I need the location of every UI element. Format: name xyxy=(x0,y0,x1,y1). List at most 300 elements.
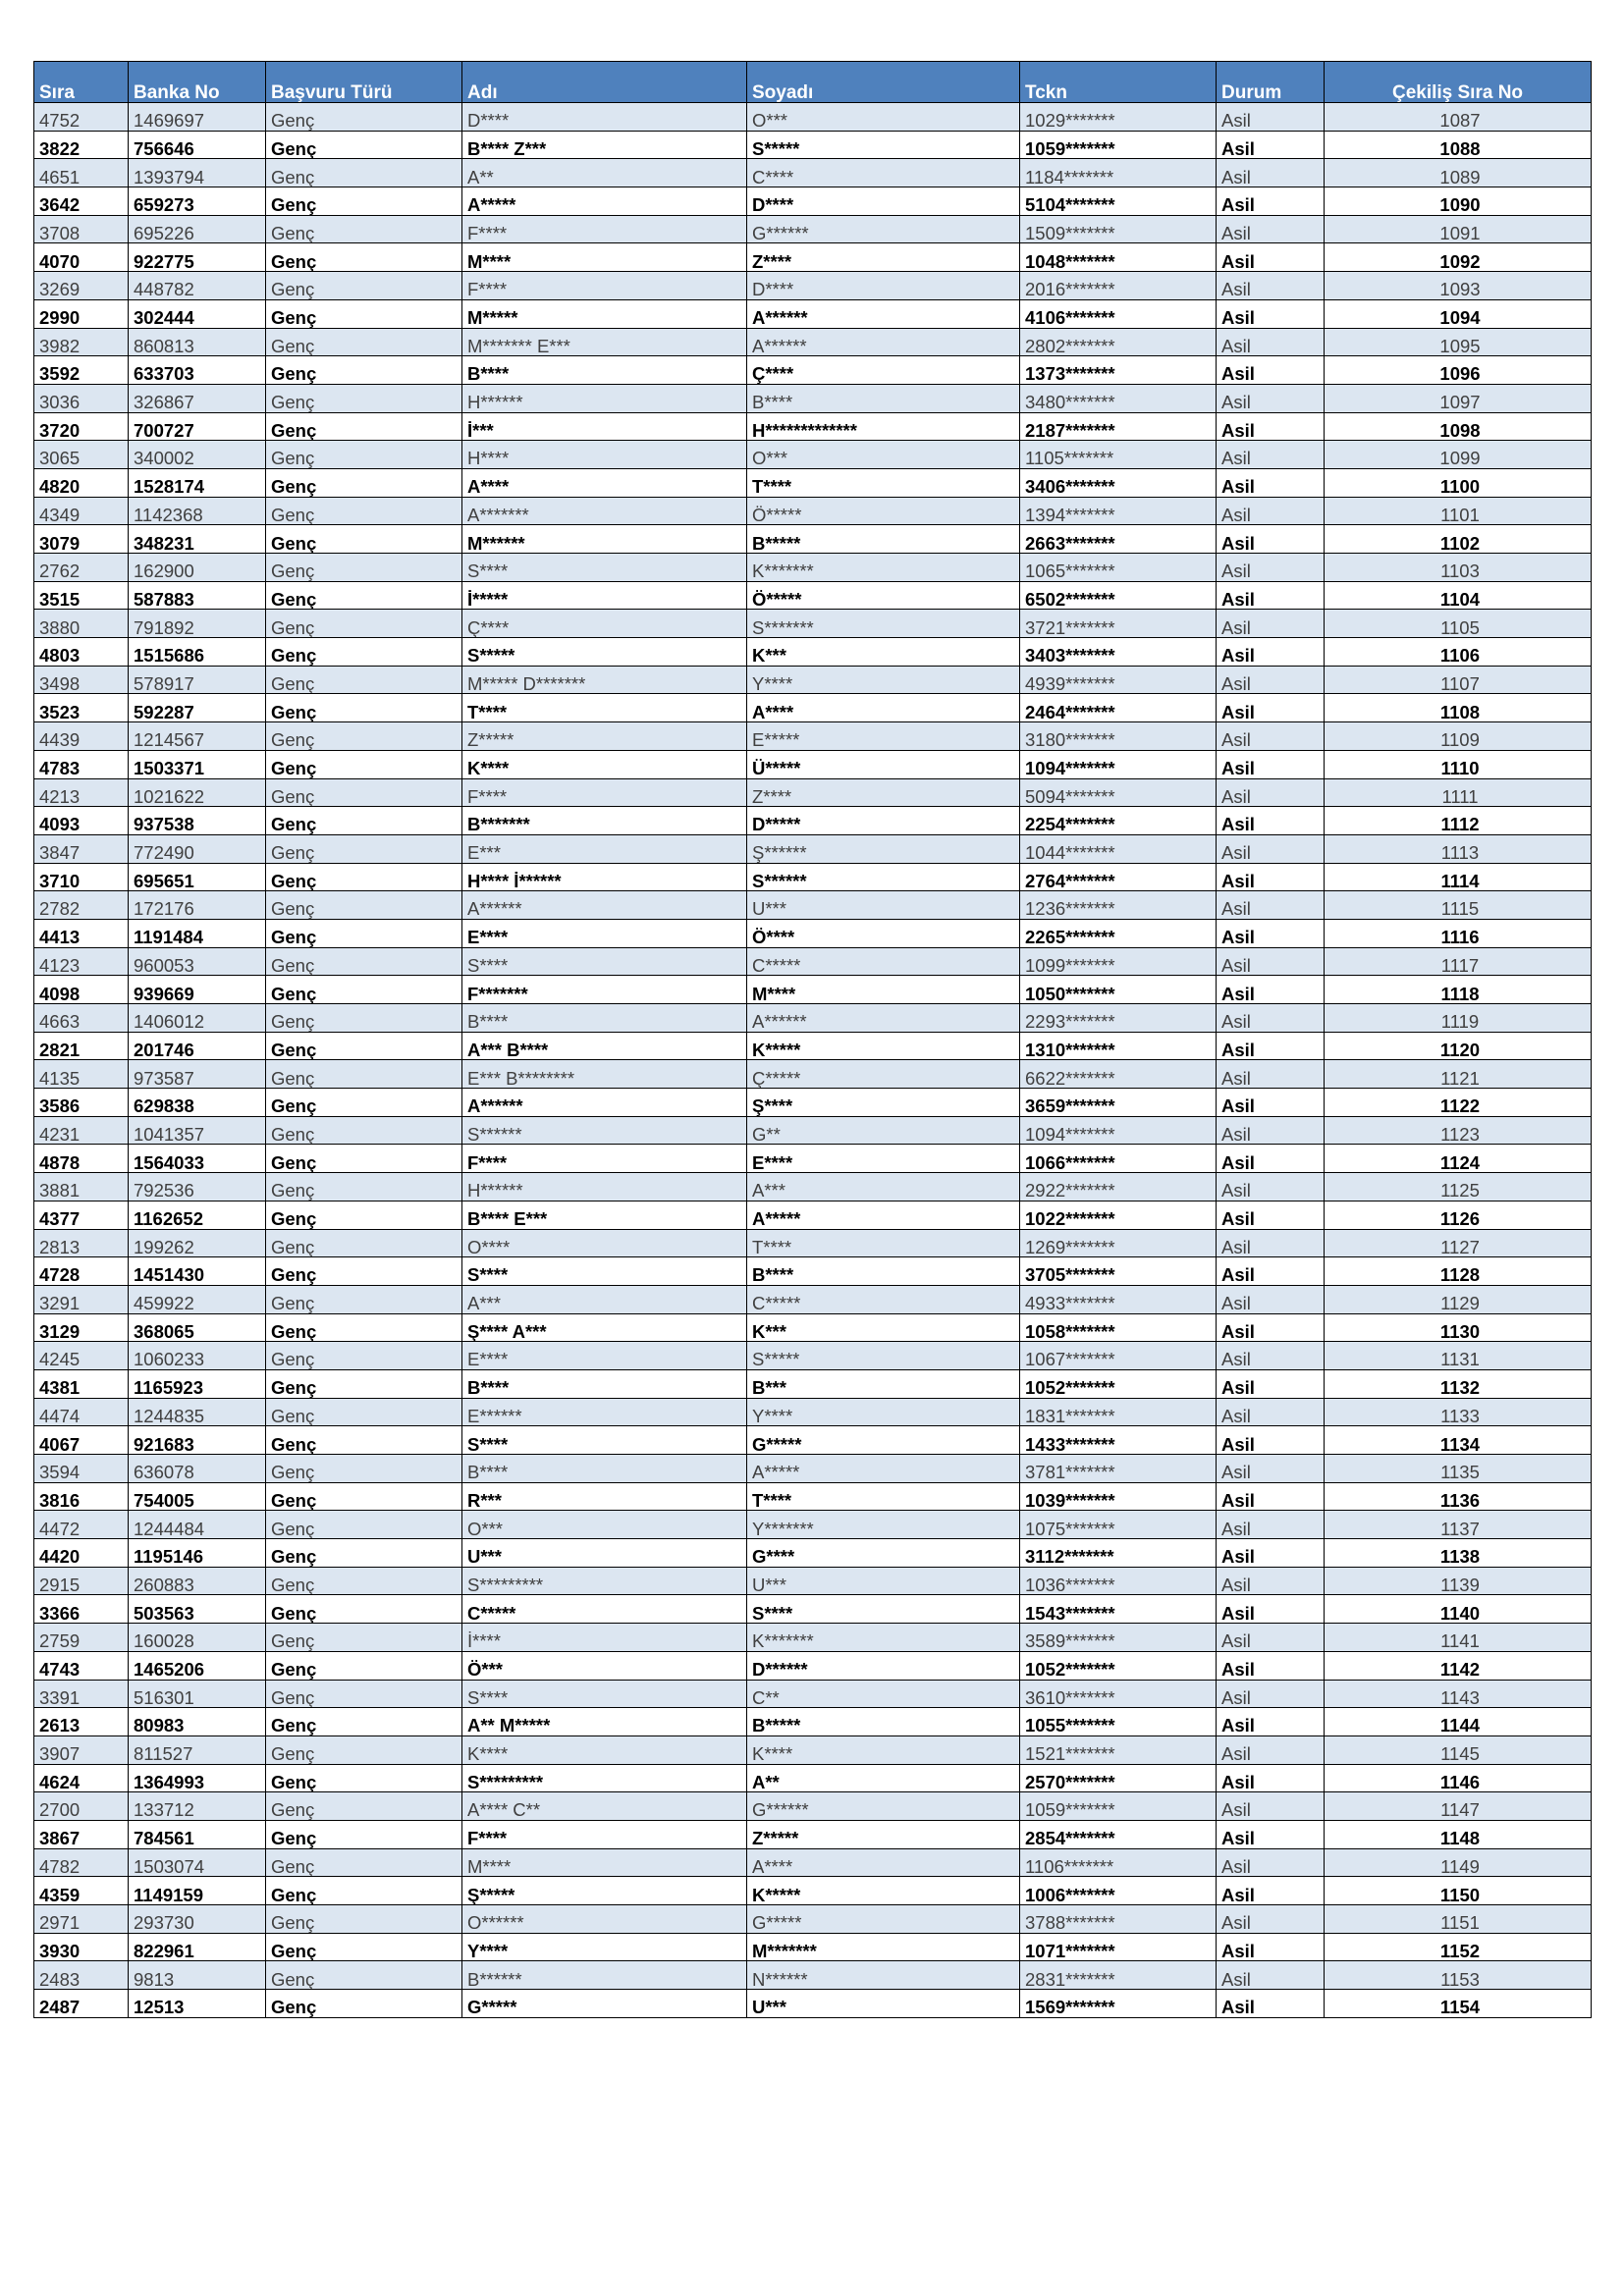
cell-sira[interactable]: 4663 xyxy=(34,1004,129,1033)
cell-durum[interactable]: Asil xyxy=(1217,525,1325,554)
cell-sira[interactable]: 2813 xyxy=(34,1229,129,1257)
cell-cekilis[interactable]: 1137 xyxy=(1325,1511,1592,1539)
cell-cekilis[interactable]: 1127 xyxy=(1325,1229,1592,1257)
cell-cekilis[interactable]: 1125 xyxy=(1325,1173,1592,1201)
cell-tckn[interactable]: 3480******* xyxy=(1020,384,1217,412)
cell-soyadi[interactable]: A****** xyxy=(747,299,1020,328)
table-row[interactable] xyxy=(34,1060,1592,1089)
table-row[interactable] xyxy=(34,243,1592,272)
cell-durum[interactable]: Asil xyxy=(1217,384,1325,412)
cell-sira[interactable]: 4123 xyxy=(34,947,129,976)
cell-soyadi[interactable]: C** xyxy=(747,1680,1020,1708)
cell-basvuru[interactable]: Genç xyxy=(266,1708,462,1736)
cell-soyadi[interactable]: O*** xyxy=(747,103,1020,132)
cell-durum[interactable]: Asil xyxy=(1217,778,1325,807)
cell-basvuru[interactable]: Genç xyxy=(266,750,462,778)
cell-adi[interactable]: M***** D******* xyxy=(462,666,747,694)
table-row[interactable] xyxy=(34,103,1592,132)
cell-banka[interactable]: 922775 xyxy=(129,243,266,272)
cell-sira[interactable]: 3881 xyxy=(34,1173,129,1201)
cell-durum[interactable]: Asil xyxy=(1217,1089,1325,1117)
cell-tckn[interactable]: 1569******* xyxy=(1020,1990,1217,2018)
cell-soyadi[interactable]: U*** xyxy=(747,1990,1020,2018)
cell-banka[interactable]: 1244835 xyxy=(129,1398,266,1426)
cell-basvuru[interactable]: Genç xyxy=(266,1369,462,1398)
table-row[interactable] xyxy=(34,778,1592,807)
table-row[interactable] xyxy=(34,1680,1592,1708)
table-row[interactable] xyxy=(34,1257,1592,1286)
cell-soyadi[interactable]: S****** xyxy=(747,863,1020,891)
cell-soyadi[interactable]: E**** xyxy=(747,1145,1020,1173)
cell-sira[interactable]: 4420 xyxy=(34,1539,129,1568)
cell-adi[interactable]: Ş**** A*** xyxy=(462,1313,747,1342)
cell-cekilis[interactable]: 1103 xyxy=(1325,554,1592,582)
cell-tckn[interactable]: 2187******* xyxy=(1020,412,1217,441)
cell-banka[interactable]: 700727 xyxy=(129,412,266,441)
cell-tckn[interactable]: 1071******* xyxy=(1020,1933,1217,1961)
cell-banka[interactable]: 12513 xyxy=(129,1990,266,2018)
cell-basvuru[interactable]: Genç xyxy=(266,187,462,216)
cell-basvuru[interactable]: Genç xyxy=(266,497,462,525)
cell-tckn[interactable]: 3781******* xyxy=(1020,1455,1217,1483)
cell-banka[interactable]: 629838 xyxy=(129,1089,266,1117)
table-row[interactable] xyxy=(34,1961,1592,1990)
cell-tckn[interactable]: 2293******* xyxy=(1020,1004,1217,1033)
cell-sira[interactable]: 2759 xyxy=(34,1624,129,1652)
cell-sira[interactable]: 4413 xyxy=(34,919,129,947)
cell-banka[interactable]: 448782 xyxy=(129,272,266,300)
cell-soyadi[interactable]: B**** xyxy=(747,1257,1020,1286)
cell-banka[interactable]: 1528174 xyxy=(129,468,266,497)
cell-basvuru[interactable]: Genç xyxy=(266,525,462,554)
cell-sira[interactable]: 4624 xyxy=(34,1764,129,1792)
cell-cekilis[interactable]: 1116 xyxy=(1325,919,1592,947)
cell-cekilis[interactable]: 1138 xyxy=(1325,1539,1592,1568)
cell-soyadi[interactable]: Y**** xyxy=(747,666,1020,694)
cell-durum[interactable]: Asil xyxy=(1217,1426,1325,1455)
cell-tckn[interactable]: 1269******* xyxy=(1020,1229,1217,1257)
table-row[interactable] xyxy=(34,722,1592,751)
cell-cekilis[interactable]: 1118 xyxy=(1325,976,1592,1004)
cell-tckn[interactable]: 1106******* xyxy=(1020,1848,1217,1877)
cell-sira[interactable]: 4245 xyxy=(34,1342,129,1370)
cell-soyadi[interactable]: Z**** xyxy=(747,243,1020,272)
cell-banka[interactable]: 659273 xyxy=(129,187,266,216)
cell-durum[interactable]: Asil xyxy=(1217,272,1325,300)
cell-adi[interactable]: M***** xyxy=(462,299,747,328)
cell-durum[interactable]: Asil xyxy=(1217,328,1325,356)
cell-sira[interactable]: 4474 xyxy=(34,1398,129,1426)
column-header-soyadi[interactable]: Soyadı xyxy=(747,62,1020,103)
cell-cekilis[interactable]: 1112 xyxy=(1325,807,1592,835)
cell-adi[interactable]: Ö*** xyxy=(462,1651,747,1680)
cell-durum[interactable]: Asil xyxy=(1217,1651,1325,1680)
cell-banka[interactable]: 860813 xyxy=(129,328,266,356)
cell-durum[interactable]: Asil xyxy=(1217,919,1325,947)
cell-tckn[interactable]: 2802******* xyxy=(1020,328,1217,356)
cell-soyadi[interactable]: K*** xyxy=(747,638,1020,667)
cell-adi[interactable]: E**** xyxy=(462,919,747,947)
cell-basvuru[interactable]: Genç xyxy=(266,722,462,751)
cell-tckn[interactable]: 3403******* xyxy=(1020,638,1217,667)
cell-banka[interactable]: 578917 xyxy=(129,666,266,694)
table-row[interactable] xyxy=(34,1539,1592,1568)
cell-soyadi[interactable]: D***** xyxy=(747,807,1020,835)
cell-durum[interactable]: Asil xyxy=(1217,750,1325,778)
table-row[interactable] xyxy=(34,976,1592,1004)
cell-basvuru[interactable]: Genç xyxy=(266,863,462,891)
cell-cekilis[interactable]: 1142 xyxy=(1325,1651,1592,1680)
table-row[interactable] xyxy=(34,1201,1592,1229)
cell-cekilis[interactable]: 1124 xyxy=(1325,1145,1592,1173)
cell-durum[interactable]: Asil xyxy=(1217,412,1325,441)
cell-adi[interactable]: U*** xyxy=(462,1539,747,1568)
cell-soyadi[interactable]: K******* xyxy=(747,1624,1020,1652)
cell-basvuru[interactable]: Genç xyxy=(266,1595,462,1624)
cell-cekilis[interactable]: 1111 xyxy=(1325,778,1592,807)
cell-cekilis[interactable]: 1141 xyxy=(1325,1624,1592,1652)
cell-adi[interactable]: F**** xyxy=(462,1820,747,1848)
cell-basvuru[interactable]: Genç xyxy=(266,1511,462,1539)
cell-adi[interactable]: A****** xyxy=(462,1089,747,1117)
cell-adi[interactable]: T**** xyxy=(462,694,747,722)
cell-banka[interactable]: 1041357 xyxy=(129,1116,266,1145)
cell-tckn[interactable]: 3112******* xyxy=(1020,1539,1217,1568)
cell-sira[interactable]: 2821 xyxy=(34,1032,129,1060)
cell-sira[interactable]: 3710 xyxy=(34,863,129,891)
cell-banka[interactable]: 1244484 xyxy=(129,1511,266,1539)
cell-adi[interactable]: G***** xyxy=(462,1990,747,2018)
cell-cekilis[interactable]: 1101 xyxy=(1325,497,1592,525)
cell-tckn[interactable]: 2764******* xyxy=(1020,863,1217,891)
cell-sira[interactable]: 2971 xyxy=(34,1905,129,1934)
cell-durum[interactable]: Asil xyxy=(1217,1060,1325,1089)
table-row[interactable] xyxy=(34,272,1592,300)
cell-durum[interactable]: Asil xyxy=(1217,1848,1325,1877)
cell-basvuru[interactable]: Genç xyxy=(266,131,462,159)
cell-cekilis[interactable]: 1109 xyxy=(1325,722,1592,751)
table-row[interactable] xyxy=(34,610,1592,638)
cell-basvuru[interactable]: Genç xyxy=(266,243,462,272)
cell-tckn[interactable]: 2254******* xyxy=(1020,807,1217,835)
table-row[interactable] xyxy=(34,1482,1592,1511)
cell-soyadi[interactable]: T**** xyxy=(747,468,1020,497)
cell-tckn[interactable]: 1058******* xyxy=(1020,1313,1217,1342)
table-row[interactable] xyxy=(34,1848,1592,1877)
cell-soyadi[interactable]: T**** xyxy=(747,1482,1020,1511)
cell-durum[interactable]: Asil xyxy=(1217,215,1325,243)
cell-tckn[interactable]: 1055******* xyxy=(1020,1708,1217,1736)
cell-sira[interactable]: 4472 xyxy=(34,1511,129,1539)
cell-durum[interactable]: Asil xyxy=(1217,638,1325,667)
cell-basvuru[interactable]: Genç xyxy=(266,1933,462,1961)
cell-tckn[interactable]: 3610******* xyxy=(1020,1680,1217,1708)
cell-tckn[interactable]: 2570******* xyxy=(1020,1764,1217,1792)
cell-cekilis[interactable]: 1102 xyxy=(1325,525,1592,554)
table-row[interactable] xyxy=(34,1032,1592,1060)
cell-adi[interactable]: E*** xyxy=(462,834,747,863)
cell-sira[interactable]: 3391 xyxy=(34,1680,129,1708)
cell-cekilis[interactable]: 1096 xyxy=(1325,356,1592,385)
table-row[interactable] xyxy=(34,1229,1592,1257)
table-row[interactable] xyxy=(34,1708,1592,1736)
cell-banka[interactable]: 1465206 xyxy=(129,1651,266,1680)
cell-adi[interactable]: A*** B**** xyxy=(462,1032,747,1060)
cell-adi[interactable]: S**** xyxy=(462,1680,747,1708)
cell-adi[interactable]: K**** xyxy=(462,750,747,778)
table-row[interactable] xyxy=(34,1369,1592,1398)
table-row[interactable] xyxy=(34,299,1592,328)
cell-cekilis[interactable]: 1148 xyxy=(1325,1820,1592,1848)
cell-banka[interactable]: 1515686 xyxy=(129,638,266,667)
cell-basvuru[interactable]: Genç xyxy=(266,947,462,976)
cell-adi[interactable]: M****** xyxy=(462,525,747,554)
table-row[interactable] xyxy=(34,215,1592,243)
cell-cekilis[interactable]: 1143 xyxy=(1325,1680,1592,1708)
cell-basvuru[interactable]: Genç xyxy=(266,1820,462,1848)
table-row[interactable] xyxy=(34,947,1592,976)
cell-basvuru[interactable]: Genç xyxy=(266,1313,462,1342)
cell-basvuru[interactable]: Genç xyxy=(266,1905,462,1934)
cell-banka[interactable]: 1364993 xyxy=(129,1764,266,1792)
cell-adi[interactable]: B**** xyxy=(462,1455,747,1483)
cell-sira[interactable]: 3515 xyxy=(34,581,129,610)
cell-adi[interactable]: F**** xyxy=(462,215,747,243)
cell-tckn[interactable]: 5104******* xyxy=(1020,187,1217,216)
cell-sira[interactable]: 4135 xyxy=(34,1060,129,1089)
cell-adi[interactable]: C***** xyxy=(462,1595,747,1624)
cell-durum[interactable]: Asil xyxy=(1217,1933,1325,1961)
table-row[interactable] xyxy=(34,1089,1592,1117)
cell-basvuru[interactable]: Genç xyxy=(266,1116,462,1145)
cell-sira[interactable]: 2990 xyxy=(34,299,129,328)
cell-banka[interactable]: 1165923 xyxy=(129,1369,266,1398)
cell-sira[interactable]: 3079 xyxy=(34,525,129,554)
cell-cekilis[interactable]: 1119 xyxy=(1325,1004,1592,1033)
table-row[interactable] xyxy=(34,807,1592,835)
table-row[interactable] xyxy=(34,1511,1592,1539)
cell-cekilis[interactable]: 1105 xyxy=(1325,610,1592,638)
cell-cekilis[interactable]: 1154 xyxy=(1325,1990,1592,2018)
table-row[interactable] xyxy=(34,750,1592,778)
cell-adi[interactable]: S**** xyxy=(462,1257,747,1286)
cell-adi[interactable]: B****** xyxy=(462,1961,747,1990)
cell-durum[interactable]: Asil xyxy=(1217,1820,1325,1848)
cell-basvuru[interactable]: Genç xyxy=(266,1285,462,1313)
cell-cekilis[interactable]: 1139 xyxy=(1325,1567,1592,1595)
cell-sira[interactable]: 2613 xyxy=(34,1708,129,1736)
cell-banka[interactable]: 172176 xyxy=(129,891,266,920)
cell-tckn[interactable]: 1094******* xyxy=(1020,1116,1217,1145)
cell-basvuru[interactable]: Genç xyxy=(266,778,462,807)
cell-basvuru[interactable]: Genç xyxy=(266,103,462,132)
cell-banka[interactable]: 162900 xyxy=(129,554,266,582)
cell-soyadi[interactable]: A****** xyxy=(747,1004,1020,1033)
cell-adi[interactable]: F******* xyxy=(462,976,747,1004)
cell-banka[interactable]: 633703 xyxy=(129,356,266,385)
cell-adi[interactable]: F**** xyxy=(462,272,747,300)
cell-soyadi[interactable]: A**** xyxy=(747,1848,1020,1877)
cell-durum[interactable]: Asil xyxy=(1217,1201,1325,1229)
cell-cekilis[interactable]: 1134 xyxy=(1325,1426,1592,1455)
cell-soyadi[interactable]: Ç***** xyxy=(747,1060,1020,1089)
cell-durum[interactable]: Asil xyxy=(1217,1792,1325,1821)
cell-adi[interactable]: D**** xyxy=(462,103,747,132)
cell-durum[interactable]: Asil xyxy=(1217,441,1325,469)
cell-soyadi[interactable]: S**** xyxy=(747,1595,1020,1624)
cell-durum[interactable]: Asil xyxy=(1217,1877,1325,1905)
cell-sira[interactable]: 3523 xyxy=(34,694,129,722)
cell-sira[interactable]: 4743 xyxy=(34,1651,129,1680)
cell-sira[interactable]: 3366 xyxy=(34,1595,129,1624)
cell-cekilis[interactable]: 1097 xyxy=(1325,384,1592,412)
cell-durum[interactable]: Asil xyxy=(1217,1680,1325,1708)
cell-durum[interactable]: Asil xyxy=(1217,1511,1325,1539)
cell-banka[interactable]: 199262 xyxy=(129,1229,266,1257)
cell-banka[interactable]: 160028 xyxy=(129,1624,266,1652)
cell-soyadi[interactable]: S***** xyxy=(747,131,1020,159)
cell-soyadi[interactable]: M**** xyxy=(747,976,1020,1004)
cell-tckn[interactable]: 3659******* xyxy=(1020,1089,1217,1117)
cell-durum[interactable]: Asil xyxy=(1217,1004,1325,1033)
cell-durum[interactable]: Asil xyxy=(1217,1342,1325,1370)
cell-banka[interactable]: 772490 xyxy=(129,834,266,863)
cell-banka[interactable]: 811527 xyxy=(129,1735,266,1764)
cell-basvuru[interactable]: Genç xyxy=(266,1089,462,1117)
cell-sira[interactable]: 3129 xyxy=(34,1313,129,1342)
cell-tckn[interactable]: 1310******* xyxy=(1020,1032,1217,1060)
cell-cekilis[interactable]: 1130 xyxy=(1325,1313,1592,1342)
cell-cekilis[interactable]: 1121 xyxy=(1325,1060,1592,1089)
table-row[interactable] xyxy=(34,1455,1592,1483)
cell-durum[interactable]: Asil xyxy=(1217,863,1325,891)
cell-adi[interactable]: H**** İ****** xyxy=(462,863,747,891)
cell-soyadi[interactable]: G****** xyxy=(747,215,1020,243)
cell-adi[interactable]: A*** xyxy=(462,1285,747,1313)
cell-basvuru[interactable]: Genç xyxy=(266,1848,462,1877)
cell-soyadi[interactable]: K***** xyxy=(747,1032,1020,1060)
table-row[interactable] xyxy=(34,1764,1592,1792)
cell-cekilis[interactable]: 1090 xyxy=(1325,187,1592,216)
cell-sira[interactable]: 3720 xyxy=(34,412,129,441)
table-row[interactable] xyxy=(34,1116,1592,1145)
cell-cekilis[interactable]: 1133 xyxy=(1325,1398,1592,1426)
cell-cekilis[interactable]: 1136 xyxy=(1325,1482,1592,1511)
cell-durum[interactable]: Asil xyxy=(1217,834,1325,863)
cell-tckn[interactable]: 2265******* xyxy=(1020,919,1217,947)
cell-adi[interactable]: S***** xyxy=(462,638,747,667)
cell-sira[interactable]: 2700 xyxy=(34,1792,129,1821)
cell-cekilis[interactable]: 1092 xyxy=(1325,243,1592,272)
cell-banka[interactable]: 340002 xyxy=(129,441,266,469)
cell-tckn[interactable]: 3721******* xyxy=(1020,610,1217,638)
cell-adi[interactable]: A**** xyxy=(462,468,747,497)
cell-sira[interactable]: 4359 xyxy=(34,1877,129,1905)
cell-adi[interactable]: İ***** xyxy=(462,581,747,610)
table-row[interactable] xyxy=(34,581,1592,610)
cell-cekilis[interactable]: 1089 xyxy=(1325,159,1592,187)
cell-tckn[interactable]: 1094******* xyxy=(1020,750,1217,778)
cell-sira[interactable]: 4213 xyxy=(34,778,129,807)
cell-banka[interactable]: 1503074 xyxy=(129,1848,266,1877)
cell-adi[interactable]: A** M***** xyxy=(462,1708,747,1736)
cell-durum[interactable]: Asil xyxy=(1217,581,1325,610)
cell-tckn[interactable]: 1036******* xyxy=(1020,1567,1217,1595)
cell-durum[interactable]: Asil xyxy=(1217,1961,1325,1990)
cell-basvuru[interactable]: Genç xyxy=(266,384,462,412)
cell-durum[interactable]: Asil xyxy=(1217,187,1325,216)
cell-basvuru[interactable]: Genç xyxy=(266,272,462,300)
cell-sira[interactable]: 2483 xyxy=(34,1961,129,1990)
cell-banka[interactable]: 592287 xyxy=(129,694,266,722)
table-row[interactable] xyxy=(34,1145,1592,1173)
cell-banka[interactable]: 939669 xyxy=(129,976,266,1004)
cell-adi[interactable]: M******* E*** xyxy=(462,328,747,356)
cell-cekilis[interactable]: 1153 xyxy=(1325,1961,1592,1990)
cell-soyadi[interactable]: A***** xyxy=(747,1201,1020,1229)
cell-basvuru[interactable]: Genç xyxy=(266,1229,462,1257)
column-header-banka-no[interactable]: Banka No xyxy=(129,62,266,103)
cell-tckn[interactable]: 1006******* xyxy=(1020,1877,1217,1905)
cell-adi[interactable]: E****** xyxy=(462,1398,747,1426)
cell-banka[interactable]: 1060233 xyxy=(129,1342,266,1370)
cell-tckn[interactable]: 2922******* xyxy=(1020,1173,1217,1201)
cell-cekilis[interactable]: 1088 xyxy=(1325,131,1592,159)
cell-basvuru[interactable]: Genç xyxy=(266,694,462,722)
cell-sira[interactable]: 3816 xyxy=(34,1482,129,1511)
cell-durum[interactable]: Asil xyxy=(1217,1624,1325,1652)
cell-banka[interactable]: 201746 xyxy=(129,1032,266,1060)
cell-tckn[interactable]: 6622******* xyxy=(1020,1060,1217,1089)
cell-basvuru[interactable]: Genç xyxy=(266,159,462,187)
cell-banka[interactable]: 1469697 xyxy=(129,103,266,132)
cell-basvuru[interactable]: Genç xyxy=(266,919,462,947)
cell-durum[interactable]: Asil xyxy=(1217,694,1325,722)
cell-soyadi[interactable]: Ö***** xyxy=(747,581,1020,610)
cell-basvuru[interactable]: Genç xyxy=(266,1145,462,1173)
cell-soyadi[interactable]: D****** xyxy=(747,1651,1020,1680)
cell-sira[interactable]: 3498 xyxy=(34,666,129,694)
cell-tckn[interactable]: 3589******* xyxy=(1020,1624,1217,1652)
cell-sira[interactable]: 4820 xyxy=(34,468,129,497)
cell-adi[interactable]: B**** E*** xyxy=(462,1201,747,1229)
cell-durum[interactable]: Asil xyxy=(1217,1455,1325,1483)
cell-basvuru[interactable]: Genç xyxy=(266,1792,462,1821)
cell-durum[interactable]: Asil xyxy=(1217,947,1325,976)
cell-durum[interactable]: Asil xyxy=(1217,1595,1325,1624)
cell-sira[interactable]: 3642 xyxy=(34,187,129,216)
cell-durum[interactable]: Asil xyxy=(1217,1313,1325,1342)
cell-banka[interactable]: 754005 xyxy=(129,1482,266,1511)
cell-soyadi[interactable]: G***** xyxy=(747,1426,1020,1455)
cell-adi[interactable]: Ç**** xyxy=(462,610,747,638)
column-header-adi[interactable]: Adı xyxy=(462,62,747,103)
cell-adi[interactable]: S********* xyxy=(462,1567,747,1595)
cell-tckn[interactable]: 1059******* xyxy=(1020,1792,1217,1821)
cell-basvuru[interactable]: Genç xyxy=(266,976,462,1004)
cell-soyadi[interactable]: D**** xyxy=(747,187,1020,216)
cell-adi[interactable]: S********* xyxy=(462,1764,747,1792)
table-row[interactable] xyxy=(34,666,1592,694)
table-row[interactable] xyxy=(34,1398,1592,1426)
cell-banka[interactable]: 792536 xyxy=(129,1173,266,1201)
table-row[interactable] xyxy=(34,1990,1592,2018)
cell-banka[interactable]: 1021622 xyxy=(129,778,266,807)
cell-basvuru[interactable]: Genç xyxy=(266,1426,462,1455)
cell-tckn[interactable]: 4939******* xyxy=(1020,666,1217,694)
cell-durum[interactable]: Asil xyxy=(1217,1285,1325,1313)
table-row[interactable] xyxy=(34,1820,1592,1848)
